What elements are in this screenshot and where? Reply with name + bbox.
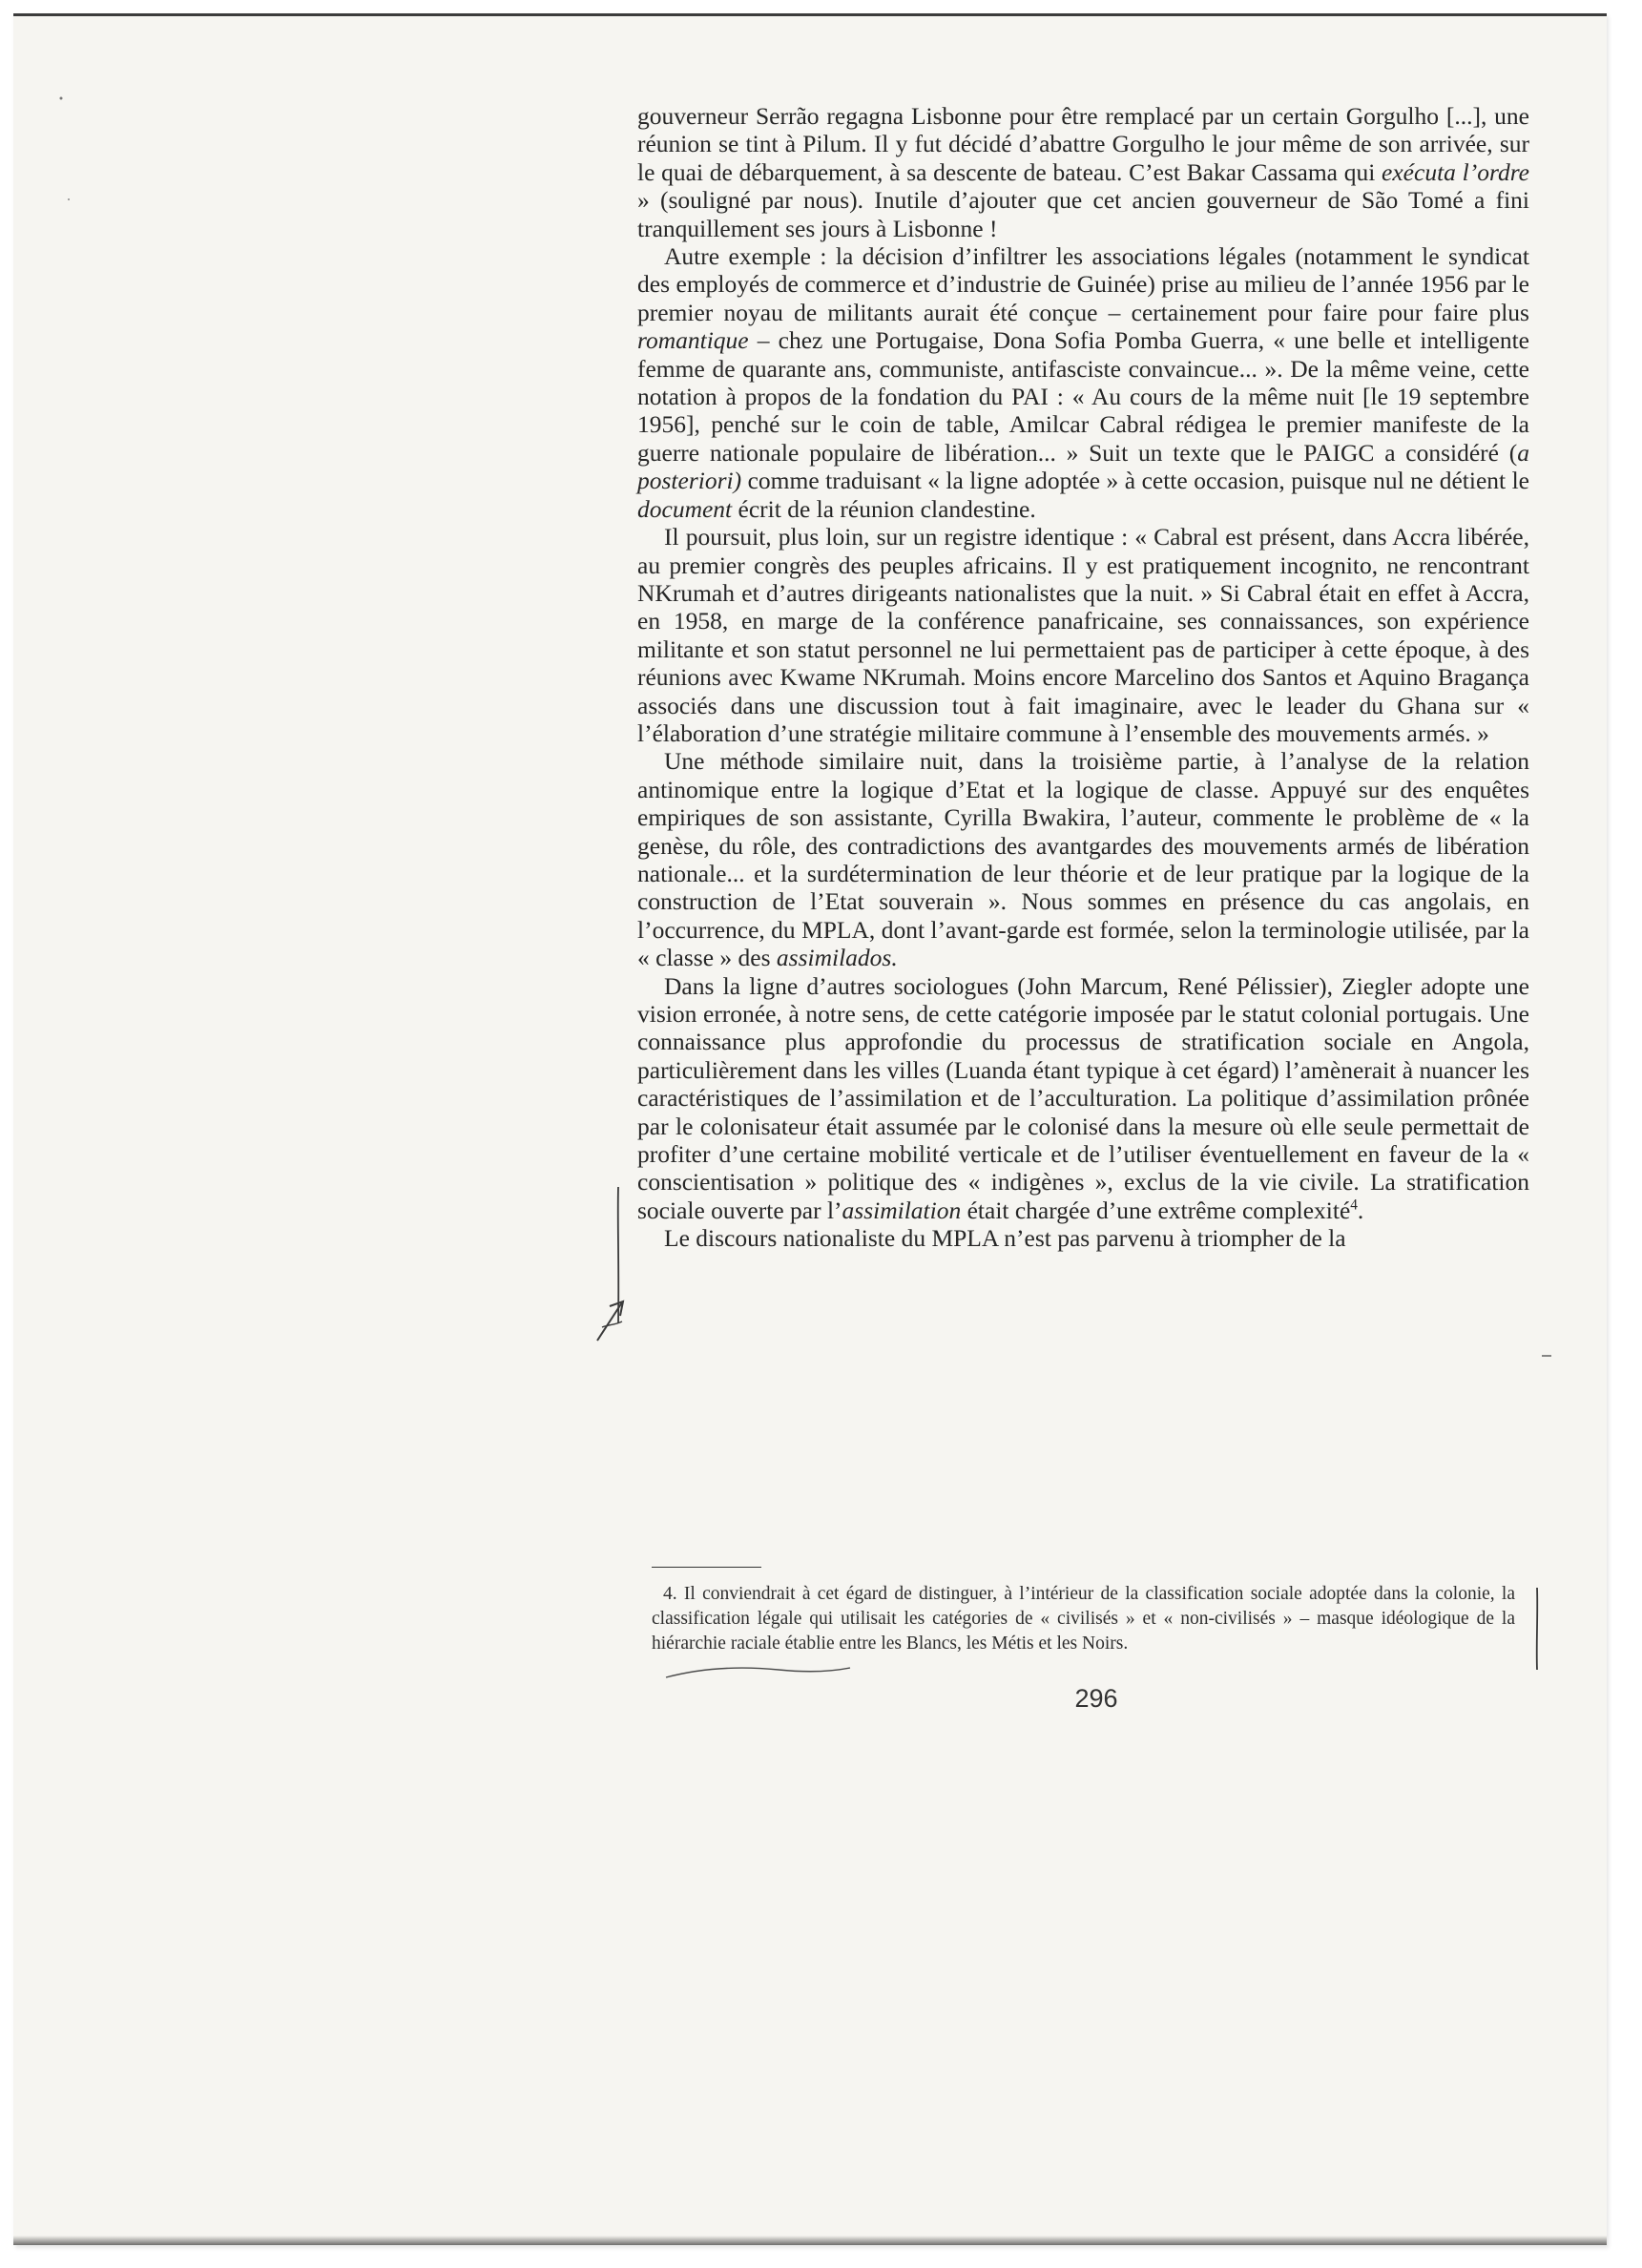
- text-run: gouverneur Serrão regagna Lisbonne pour être remplacé par un certain Gorgulho [...], une réunion se tint à Pilum. Il y fut décidé d’abattre Gorgulho le jour même de son arrivée, sur le quai de débarquement, à sa descente de bateau. C’est Bakar Cassama qui: [637, 102, 1529, 186]
- text-run: – chez une Portugaise, Dona Sofia Pomba Guerra, « une belle et intelligente femme de quarante ans, communiste, antifasciste convaincue... ». De la même veine, cette notation à propos de la fondation du PAI : « Au cours de la même nuit [le 19 septembre 1956], penché sur le coin de table, Amilcar Cabral rédigea le premier manifeste de la guerre nationale populaire de libération... » Suit un texte que le PAIGC a considéré (: [637, 326, 1529, 467]
- text-run: Le discours nationaliste du MPLA n’est pas parvenu à triompher de la: [664, 1224, 1346, 1253]
- text-run: était chargée d’une extrême complexité: [961, 1196, 1351, 1224]
- scan-specks: [52, 93, 90, 217]
- italic-run: a posteriori): [637, 438, 1529, 495]
- italic-run: assimilados.: [776, 944, 898, 972]
- margin-line-mark: [609, 1185, 628, 1328]
- page-number: 296: [1074, 1684, 1118, 1713]
- text-run: écrit de la réunion clandestine.: [732, 494, 1036, 523]
- text-run: Il poursuit, plus loin, sur un registre identique : « Cabral est présent, dans Accra libérée, au premier congrès des peuples africains. Il y est pratiquement incognito, ne rencontrant NKrumah et d’autres dirigeants nationalistes que la nuit. » Si Cabral était en effet à Accra, en 1958, en marge de la conférence panafricaine, ses connaissances, son expérience militante et son statut personnel ne lui permettaient pas de participer à cette époque, à des réunions avec Kwame NKrumah. Moins encore Marcelino dos Santos et Aquino Bragança associés dans une discussion tout à fait imaginaire, avec le leader du Ghana sur « l’élaboration d’une stratégie militaire commune à l’ensemble des mouvements armés. »: [637, 523, 1529, 747]
- paragraph-6: [637, 1224, 1529, 1252]
- text-run: .: [1357, 1196, 1364, 1224]
- text-run: Une méthode similaire nuit, dans la troisième partie, à l’analyse de la relation antinomique entre la logique d’Etat et la logique de classe. Appuyé sur des enquêtes empiriques de son assistante, Cyrilla Bwakira, l’auteur, commente le problème de « la genèse, du rôle, des contradictions des avantgardes des mouvements armés de libération nationale... et la surdétermination de leur théorie et de leur pratique par la logique de la construction de l’Etat souverain ». Nous sommes en présence du cas angolais, en l’occurrence, du MPLA, dont l’avant-garde est formée, selon la terminologie utilisée, par la « classe » des: [637, 747, 1529, 972]
- italic-run: document: [637, 494, 733, 523]
- paragraph-1: [637, 102, 1529, 242]
- text-run: » (souligné par nous). Inutile d’ajouter que cet ancien gouverneur de São Tomé a fini tranquillement ses jours à Lisbonne !: [637, 186, 1529, 242]
- text-run: Autre exemple : la décision d’infiltrer les associations légales (notamment le syndicat des employés de commerce et d’industrie de Guinée) prise au milieu de l’année 1956 par le premier noyau de militants aurait été conçue – certainement pour faire pour faire plus: [637, 242, 1529, 326]
- footnote-bracket-mark: [1531, 1586, 1545, 1672]
- margin-arrow-mark: [593, 1293, 641, 1346]
- footnote: [652, 1582, 1515, 1656]
- text-run: Dans la ligne d’autres sociologues (John Marcum, René Pélissier), Ziegler adopte une vision erronée, à notre sens, de cette catégorie imposée par le statut colonial portugais. Une connaissance plus approfondie du processus de stratification sociale en Angola, particulièrement dans les villes (Luanda étant typique à cet égard) l’amènerait à nuancer les caractéristiques de l’assimilation et de l’acculturation. La politique d’assimilation prônée par le colonisateur était assumée par le colonisé dans la mesure où elle seule permettait de profiter d’une certaine mobilité verticale et de l’utiliser éventuellement en faveur de la « conscientisation » politique des « indigènes », exclus de la vie civile. La stratification sociale ouverte par l’: [637, 971, 1529, 1224]
- italic-run: exécuta l’ordre: [1382, 157, 1529, 186]
- paragraph-3: [637, 523, 1529, 747]
- body-text: [637, 102, 1529, 1253]
- paragraph-5: [637, 972, 1529, 1225]
- handwritten-underline: [664, 1662, 855, 1681]
- footnote-rule: [652, 1567, 761, 1568]
- text-run: comme traduisant « la ligne adoptée » à cette occasion, puisque nul ne détient le: [741, 467, 1529, 495]
- italic-run: romantique: [637, 326, 749, 355]
- paragraph-4: [637, 747, 1529, 971]
- scanned-page: [13, 13, 1607, 2245]
- margin-dash-mark: [1540, 1352, 1555, 1360]
- paragraph-2: [637, 242, 1529, 523]
- italic-run: assimilation: [842, 1196, 962, 1224]
- footnote-text: 4. Il conviendrait à cet égard de distinguer, à l’intérieur de la classification sociale adoptée dans la colonie, la classification légale qui utilisait les catégories de « civilisés » et « non-civilisés » – masque idéologique de la hiérarchie raciale établie entre les Blancs, les Métis et les Noirs.: [652, 1584, 1515, 1654]
- footnote-ref: 4: [1350, 1196, 1358, 1214]
